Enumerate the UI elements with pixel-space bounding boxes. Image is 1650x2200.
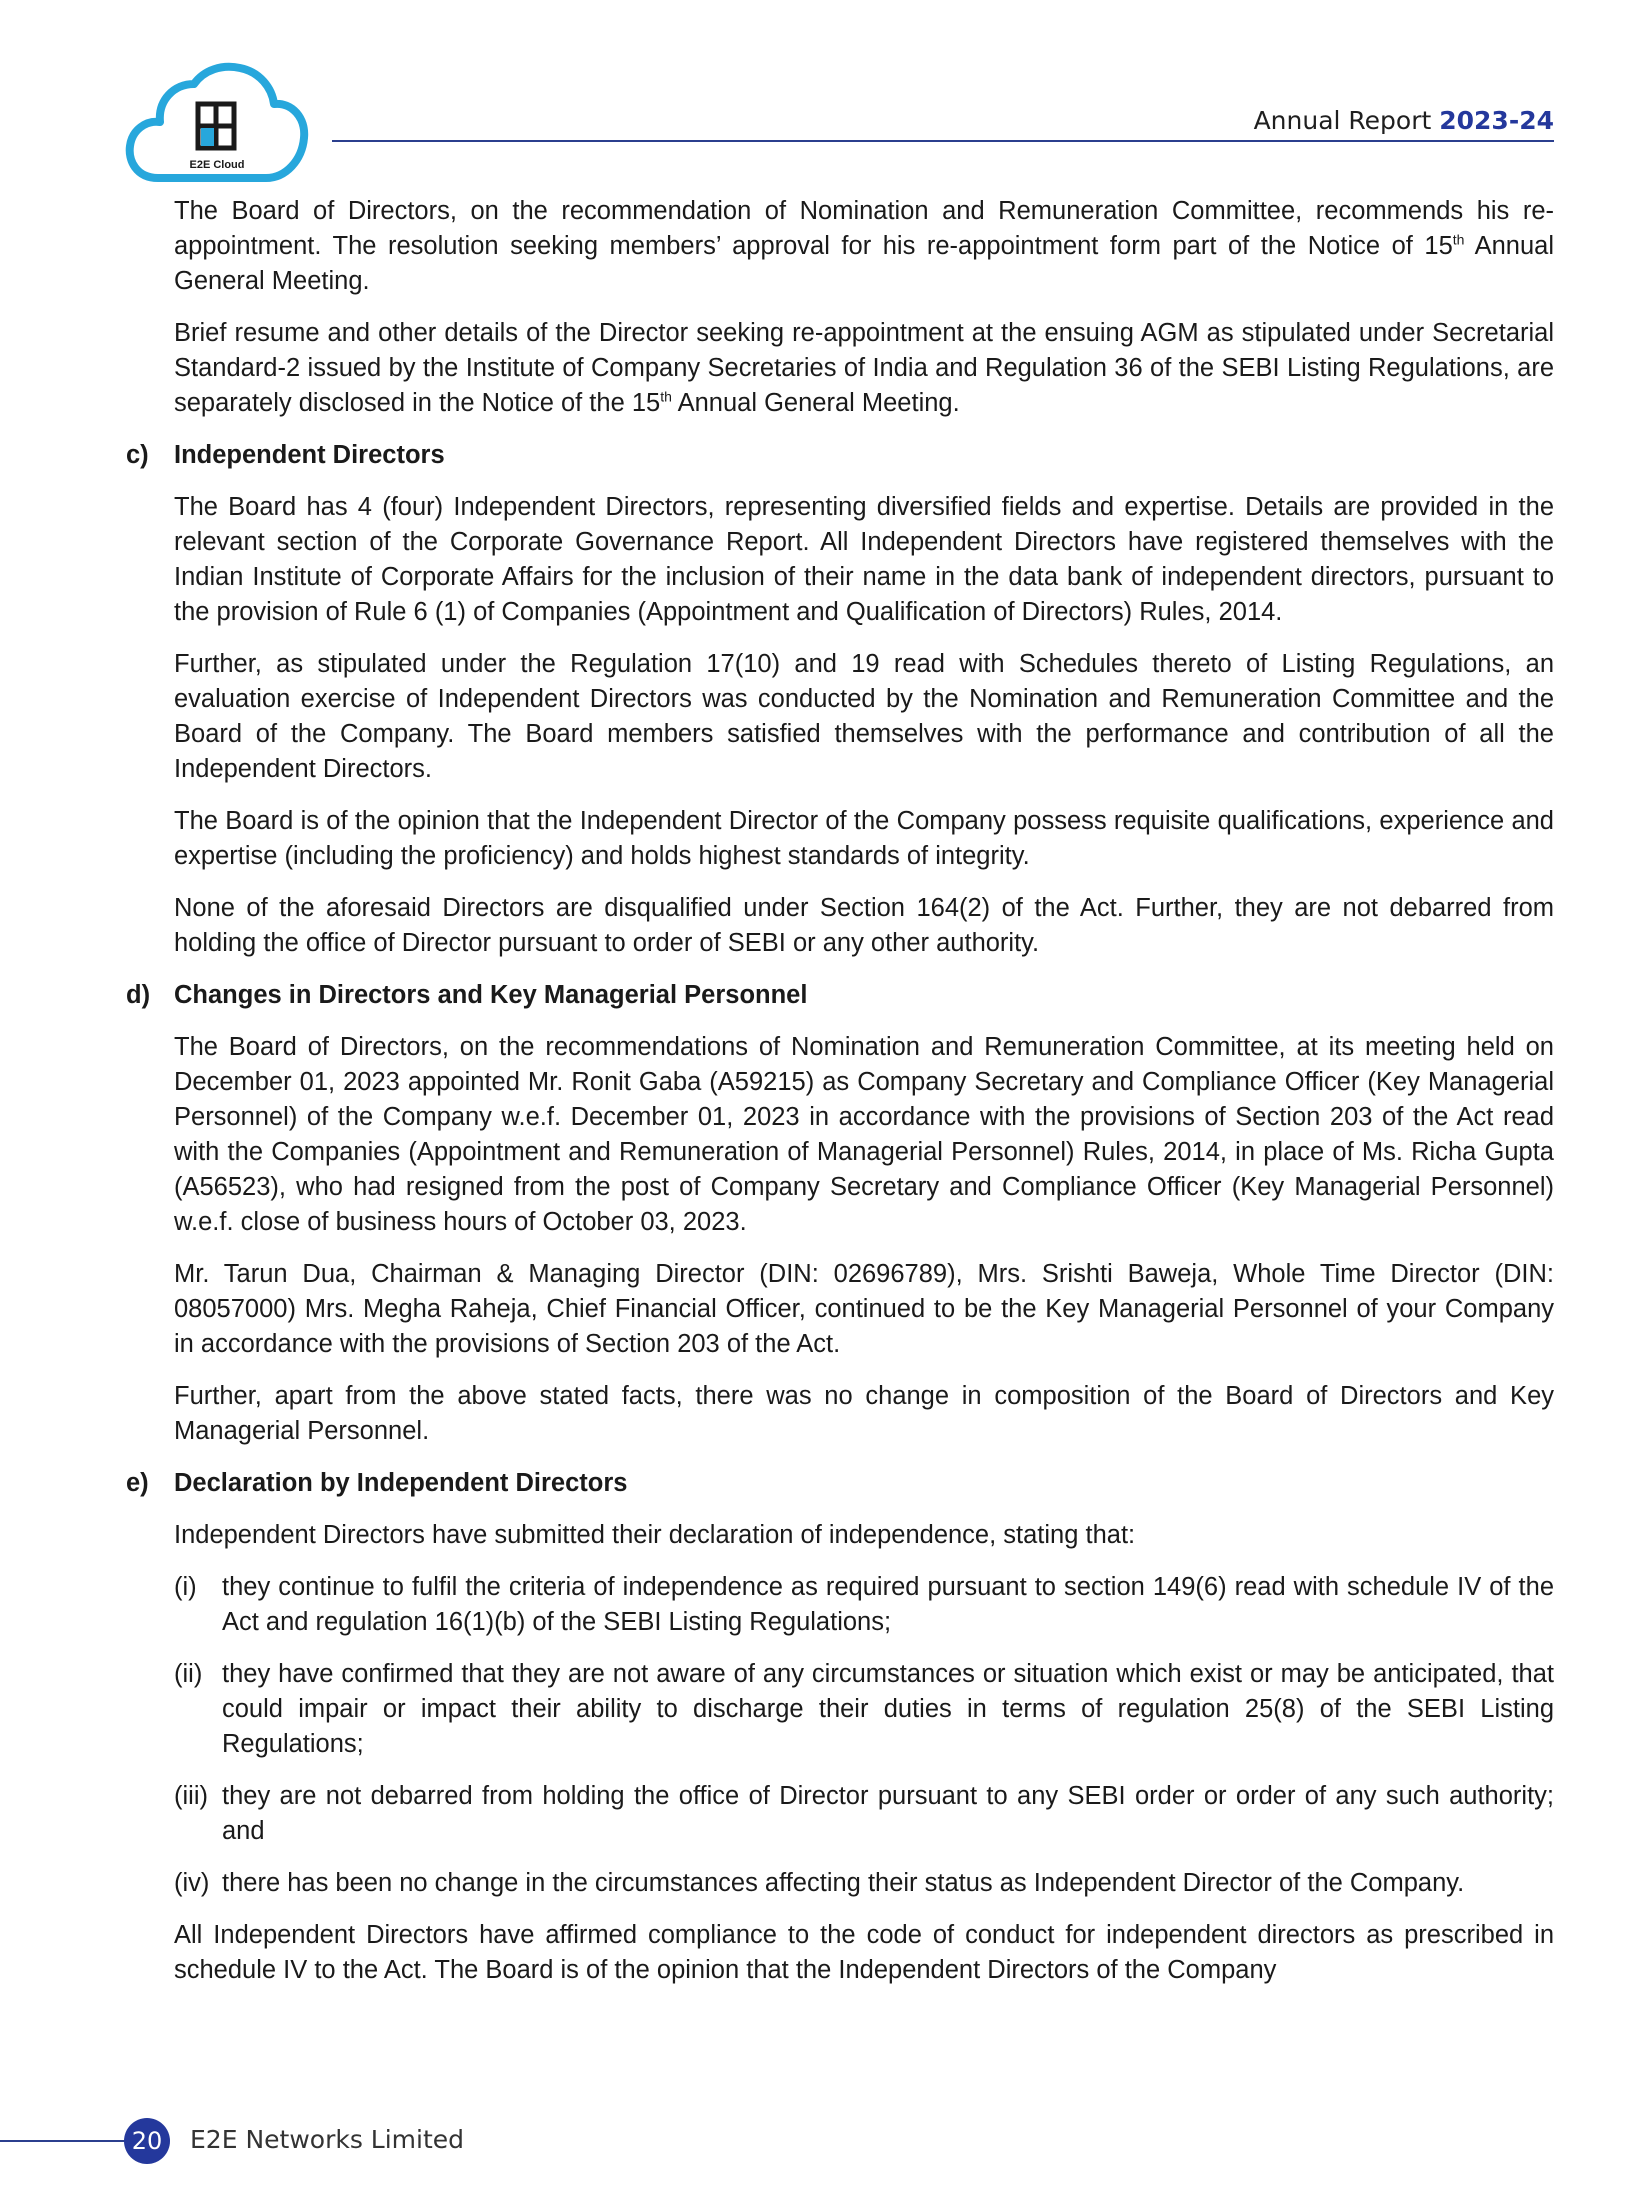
list-text: they continue to fulfil the criteria of independence as required pursuant to section 149(6) read with schedule IV of the Act and regulation 16(1)(b) of the SEBI Listing Regulations;	[222, 1573, 1554, 1636]
text: Brief resume and other details of the Director seeking re-appointment at the ensuing AGM as stipulated under Secretarial Standard-2 issued by the Institute of Company Secretaries of India and Regulation 36 of the SEBI Listing Regulations, are separately disclosed in the Notice of the 15	[174, 319, 1554, 417]
section-letter: c)	[126, 441, 149, 469]
report-body	[126, 194, 1554, 2005]
text: Annual General Meeting.	[174, 232, 1554, 295]
logo-text: E2E Cloud	[189, 159, 245, 171]
e2e-cloud-logo	[124, 60, 310, 184]
section-heading-d	[126, 978, 1554, 1013]
paragraph-reappointment	[174, 194, 1554, 299]
paragraph: The Board is of the opinion that the Independent Director of the Company possess requisite qualifications, experience and expertise (including the proficiency) and holds highest standards of integrity.	[174, 807, 1554, 870]
section-title: Changes in Directors and Key Managerial Personnel	[174, 981, 808, 1009]
paragraph: Further, as stipulated under the Regulation 17(10) and 19 read with Schedules thereto of Listing Regulations, an evaluation exercise of Independent Directors was conducted by the Nomination and Remuneration Committee and the Board of the Company. The Board members satisfied themselves with the performance and contribution of all the Independent Directors.	[174, 650, 1554, 783]
paragraph: Independent Directors have submitted their declaration of independence, stating that:	[174, 1521, 1136, 1549]
section-letter: e)	[126, 1469, 149, 1497]
list-number: (iii)	[174, 1782, 208, 1810]
ordinal-suffix: th	[1452, 231, 1465, 248]
paragraph: All Independent Directors have affirmed compliance to the code of conduct for independent directors as prescribed in schedule IV to the Act. The Board is of the opinion that the Independent Directors of the Company	[174, 1921, 1554, 1984]
paragraph: Further, apart from the above stated facts, there was no change in composition of the Board of Directors and Key Managerial Personnel.	[174, 1382, 1554, 1445]
list-number: (ii)	[174, 1660, 203, 1688]
footer-rule	[0, 2140, 130, 2142]
ordinal-suffix: th	[660, 388, 672, 405]
section-heading-c	[126, 438, 1554, 473]
list-number: (i)	[174, 1573, 197, 1601]
paragraph: The Board of Directors, on the recommendations of Nomination and Remuneration Committee, at its meeting held on December 01, 2023 appointed Mr. Ronit Gaba (A59215) as Company Secretary and Compliance Officer (Key Managerial Personnel) of the Company w.e.f. December 01, 2023 in accordance with the provisions of Section 203 of the Act read with the Companies (Appointment and Remuneration of Managerial Personnel) Rules, 2014, in place of Ms. Richa Gupta (A56523), who had resigned from the post of Company Secretary and Compliance Officer (Key Managerial Personnel) w.e.f. close of business hours of October 03, 2023.	[174, 1033, 1554, 1236]
section-title: Declaration by Independent Directors	[174, 1469, 628, 1497]
paragraph: None of the aforesaid Directors are disqualified under Section 164(2) of the Act. Further, they are not debarred from holding the office of Director pursuant to order of SEBI or any other authority.	[174, 894, 1554, 957]
list-text: they have confirmed that they are not aware of any circumstances or situation which exist or may be anticipated, that could impair or impact their ability to discharge their duties in terms of regulation 25(8) of the SEBI Listing Regulations;	[222, 1660, 1554, 1758]
report-label: Annual Report	[1253, 106, 1432, 135]
footer-company-name: E2E Networks Limited	[190, 2125, 465, 2154]
list-item	[174, 1657, 1554, 1762]
page-number-badge: 20	[124, 2118, 170, 2164]
list-text: they are not debarred from holding the office of Director pursuant to any SEBI order or order of any such authority; and	[222, 1782, 1554, 1845]
section-letter: d)	[126, 981, 151, 1009]
paragraph: The Board has 4 (four) Independent Directors, representing diversified fields and expertise. Details are provided in the relevant section of the Corporate Governance Report. All Independent Directors have registered themselves with the Indian Institute of Corporate Affairs for the inclusion of their name in the data bank of independent directors, pursuant to the provision of Rule 6 (1) of Companies (Appointment and Qualification of Directors) Rules, 2014.	[174, 493, 1554, 626]
header-rule	[332, 140, 1554, 142]
list-item	[174, 1866, 1554, 1901]
list-item	[174, 1570, 1554, 1640]
report-year: 2023-24	[1439, 106, 1554, 135]
list-item	[174, 1779, 1554, 1849]
text: The Board of Directors, on the recommendation of Nomination and Remuneration Committee, recommends his re-appointment. The resolution seeking members’ approval for his re-appointment form part of the Notice of 15	[174, 197, 1554, 260]
text: Annual General Meeting.	[671, 389, 960, 417]
list-text: there has been no change in the circumstances affecting their status as Independent Director of the Company.	[222, 1869, 1465, 1897]
section-title: Independent Directors	[174, 441, 445, 469]
paragraph-brief-resume	[174, 316, 1554, 421]
section-heading-e	[126, 1466, 1554, 1501]
paragraph: Mr. Tarun Dua, Chairman & Managing Director (DIN: 02696789), Mrs. Srishti Baweja, Whole Time Director (DIN: 08057000) Mrs. Megha Raheja, Chief Financial Officer, continued to be the Key Managerial Personnel of your Company in accordance with the provisions of Section 203 of the Act.	[174, 1260, 1554, 1358]
list-number: (iv)	[174, 1869, 210, 1897]
report-header-title	[1254, 106, 1554, 135]
